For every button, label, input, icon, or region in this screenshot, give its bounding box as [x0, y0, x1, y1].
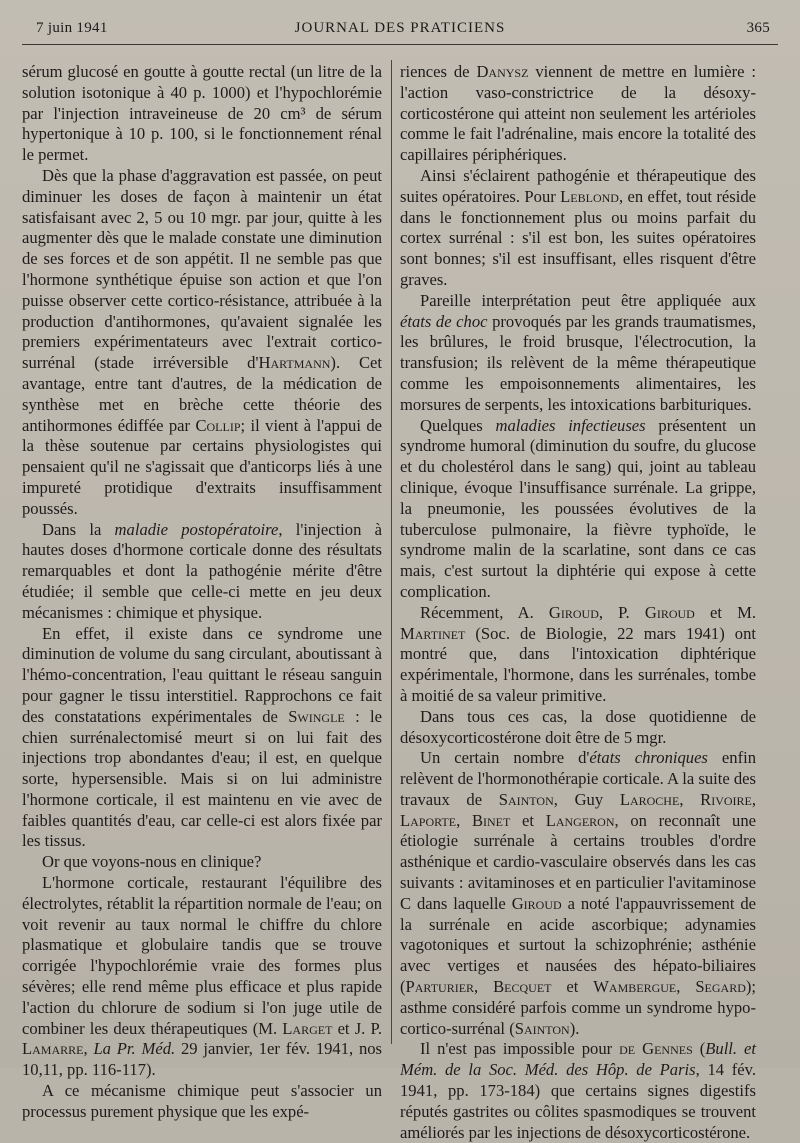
paragraph: sérum glucosé en goutte à goutte rectal (un litre de la solution isotonique à 40 p. 1000) et l'hypochlorémie par l'injection intraveineuse de 20 cm³ de sérum hypertonique à 10 p. 100, si le fonctionnement rénal le permet.: [22, 62, 382, 165]
author-name: Swingle: [288, 706, 345, 726]
author-name: Rivoire: [700, 789, 752, 809]
author-name: Parturier: [405, 977, 475, 997]
author-name: Martinet: [400, 623, 466, 643]
paragraph: Pareille interprétation peut être appliquée aux états de choc provoqués par les grands traumatismes, les brûlures, le froid brusque, l'électrocution, la transfusion; ils relèvent de la même thérapeutique comme les empoisonnements alimentaires, les morsures de serpents, les intoxications barbituriques.: [400, 290, 757, 414]
paragraph: Il n'est pas impossible pour de Gennes (Bull. et Mém. de la Soc. Méd. des Hôp. de Paris, 14 fév. 1941, pp. 173-184) que certains signes digestifs réputés gastrites ou côlites spasmodiques se trouvent améliorés par les injections de désoxycorticostérone.: [400, 1039, 757, 1142]
right-column: [400, 62, 756, 1143]
paragraph: Ainsi s'éclairent pathogénie et thérapeutique des suites opératoires. Pour Leblond, en effet, tout réside dans le fonctionnement plus ou moins parfait du cortex surrénal : s'il est bon, les suites opératoires sont bonnes; s'il est insuffisant, elles risquent d'être graves.: [400, 165, 756, 289]
journal-citation: Bull. et Mém. de la Soc. Méd. des Hôp. de Paris: [400, 1039, 757, 1080]
author-name: Becquet: [493, 977, 552, 997]
running-header: [30, 16, 770, 40]
page-number: 365: [746, 20, 770, 36]
author-name: Giroud: [548, 602, 599, 622]
paragraph: A ce mécanisme chimique peut s'associer un processus purement physique que les expé-: [22, 1081, 382, 1121]
italic-term: maladie postopératoire: [114, 519, 279, 539]
author-name: Sainton: [498, 789, 554, 809]
paragraph: L'hormone corticale, restaurant l'équilibre des électrolytes, rétablit la répartition normale de l'eau; on voit revenir au taux normal le chiffre du chlore plasmatique et globulaire tandis que se trouve corrigée l'hypochlorémie vraie des formes plus sévères; elle rend même plus efficace et plus rapide l'action du chlorure de sodium si l'on juge utile de combiner les deux thérapeutiques (M. Larget et J. P. Lamarre, La Pr. Méd. 29 janvier, 1er fév. 1941, nos 10,11, pp. 116-117).: [22, 873, 383, 1080]
paragraph: Dès que la phase d'aggravation est passée, on peut diminuer les doses de façon à maintenir un état satisfaisant avec 2, 5 ou 10 mgr. par jour, quitte à les augmenter dès que le malade constate une diminution de ses forces et de son appétit. Il ne semble pas que l'hormone synthétique épuise son action et que l'on puisse observer cette cortico-résistance, attribuée à la production d'antihormones, qu'avaient signalée les premiers expérimentateurs avec l'extrait cortico-surrénal (stade irréversible d'Hartmann). Cet avantage, entre tant d'autres, de la médication de synthèse met en brèche cette théorie des antihormones édiffée par Collip; il vient à l'appui de la thèse soutenue par certains physiologistes qui pensaient qu'il ne s'agissait que d'anticorps liés à une impureté protidique d'extraits insuffisamment poussés.: [22, 165, 382, 518]
author-name: Hartmann: [258, 353, 331, 373]
paragraph: En effet, il existe dans ce syndrome une diminution de volume du sang circulant, aboutissant à l'hémo-concentration, l'eau quittant le réseau sanguin pour gagner le tissu interstitiel. Rapprochons ce fait des constatations expérimentales de Swingle : le chien surrénalectomisé meurt si on lui fait des injections trop abondantes d'eau; il est, en quelque sorte, hypersensible. Mais si on lui administre l'hormone corticale, il est maintenu en vie avec de faibles quantités d'eau, car celle-ci est alors fixée par les tissus.: [22, 623, 383, 851]
author-name: Wambergue: [593, 977, 677, 997]
column-rule: [391, 60, 392, 1044]
author-name: Giroud: [511, 893, 562, 913]
author-name: Lamarre: [22, 1039, 84, 1059]
italic-term: maladies infectieuses: [495, 415, 646, 435]
paragraph: Dans tous ces cas, la dose quotidienne de désoxycorticostérone doit être de 5 mgr.: [400, 706, 756, 747]
paragraph: riences de Danysz viennent de mettre en lumière : l'action vaso-constrictrice de la désoxy-corticostérone qui atteint non seulement les artérioles comme le fait l'adrénaline, mais encore la totalité des capillaires périphériques.: [400, 62, 756, 165]
author-name: Segard: [695, 977, 746, 997]
author-name: Leblond: [560, 186, 619, 206]
paragraph: Or que voyons-nous en clinique?: [42, 852, 262, 872]
author-name: Giroud: [644, 602, 695, 622]
issue-date: 7 juin 1941: [36, 20, 108, 36]
italic-term: états de choc: [400, 311, 488, 331]
journal-citation: La Pr. Méd.: [93, 1039, 176, 1059]
author-name: Binet: [471, 810, 511, 830]
author-name: Larget: [282, 1018, 333, 1038]
journal-title: JOURNAL DES PRATICIENS: [294, 20, 506, 36]
left-column: [22, 62, 382, 1123]
author-name: Laroche: [619, 789, 680, 809]
paragraph: Dans la maladie postopératoire, l'injection à hautes doses d'hormone corticale donne des résultats remarquables et dont la pathogénie mérite d'être étudiée; il semble que celle-ci mette en jeu deux mécanismes : chimique et physique.: [22, 519, 382, 622]
author-name: Sainton: [514, 1018, 570, 1038]
author-name: de Gennes: [619, 1039, 693, 1059]
paragraph: Un certain nombre d'états chroniques enfin relèvent de l'hormonothérapie corticale. A la suite des travaux de Sainton, Guy Laroche, Rivoire, Laporte, Binet et Langeron, on reconnaît une étiologie surrénale à certains troubles d'ordre asthénique et cardio-vasculaire observés dans les cas suivants : avitaminoses et en particulier l'avitaminose C dans laquelle Giroud a noté l'appauvrissement de la surrénale en acide ascorbique; adynamies vagotoniques et surtout la schizophrénie; asthénie avec vertiges et nausées des hépato-biliaires (Parturier, Becquet et Wambergue, Segard); asthme considéré parfois comme un syndrome hypo-cortico-surrénal (Sainton).: [400, 748, 757, 1038]
author-name: Danysz: [476, 62, 529, 81]
paragraph: Récemment, A. Giroud, P. Giroud et M. Martinet (Soc. de Biologie, 22 mars 1941) ont montré que, dans l'intoxication diphtérique expérimentale, l'hormone, dans les surrénales, tombe à moitié de sa valeur primitive.: [400, 602, 756, 705]
header-rule: [22, 44, 778, 45]
author-name: Laporte: [400, 810, 457, 830]
italic-term: états chroniques: [589, 748, 708, 768]
author-name: Langeron: [545, 810, 615, 830]
paragraph: Quelques maladies infectieuses présentent un syndrome humoral (diminution du soufre, du glucose et du cholestérol dans le sang) qui, joint au tableau clinique, évoque l'insuffisance surrénale. La grippe, la pneumonie, les poussées évolutives de la tuberculose pulmonaire, la fièvre typhoïde, le syndrome malin de la scarlatine, sont dans ce cas mais, c'est surtout la diphtérie qui expose à cette complication.: [400, 415, 756, 601]
author-name: Collip: [195, 415, 241, 435]
